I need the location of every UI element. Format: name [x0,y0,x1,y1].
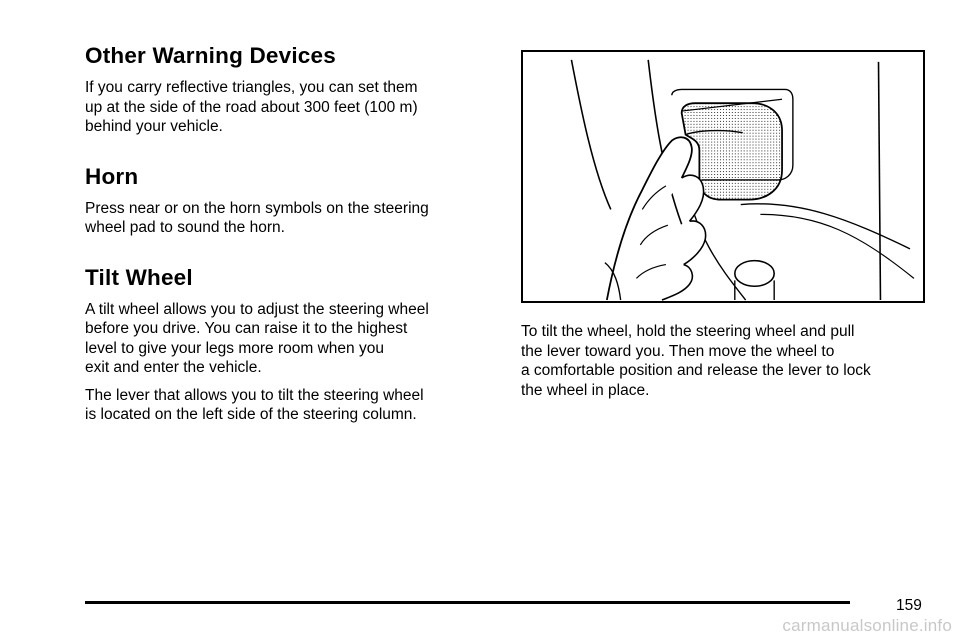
paragraph-tilt-lever-location: The lever that allows you to tilt the steering wheel is located on the left side of the steering column. [85,386,424,423]
section-other-warning-devices [85,42,505,137]
paragraph-horn: Press near or on the horn symbols on the steering wheel pad to sound the horn. [85,199,429,236]
page-number: 159 [896,597,922,614]
heading-other-warning-devices: Other Warning Devices [85,43,336,68]
tilt-lever-illustration [521,50,925,303]
left-column [85,42,505,425]
right-column [521,50,936,400]
section-horn [85,163,505,238]
watermark: carmanualsonline.info [782,616,952,635]
paragraph-tilt-instructions: To tilt the wheel, hold the steering wheel and pull the lever toward you. Then move the wheel to a comfortable position and release the lever to lock the wheel in place. [521,323,871,399]
paragraph-warning-devices: If you carry reflective triangles, you can set them up at the side of the road about 300 feet (100 m) behind your vehicle. [85,79,418,135]
paragraph-tilt-wheel-intro: A tilt wheel allows you to adjust the steering wheel before you drive. You can raise it to the highest level to give your legs more room when you exit and enter the vehicle. [85,300,429,376]
footer-rule [85,601,850,604]
section-tilt-wheel [85,264,505,425]
heading-tilt-wheel: Tilt Wheel [85,264,193,290]
heading-horn: Horn [85,163,139,189]
